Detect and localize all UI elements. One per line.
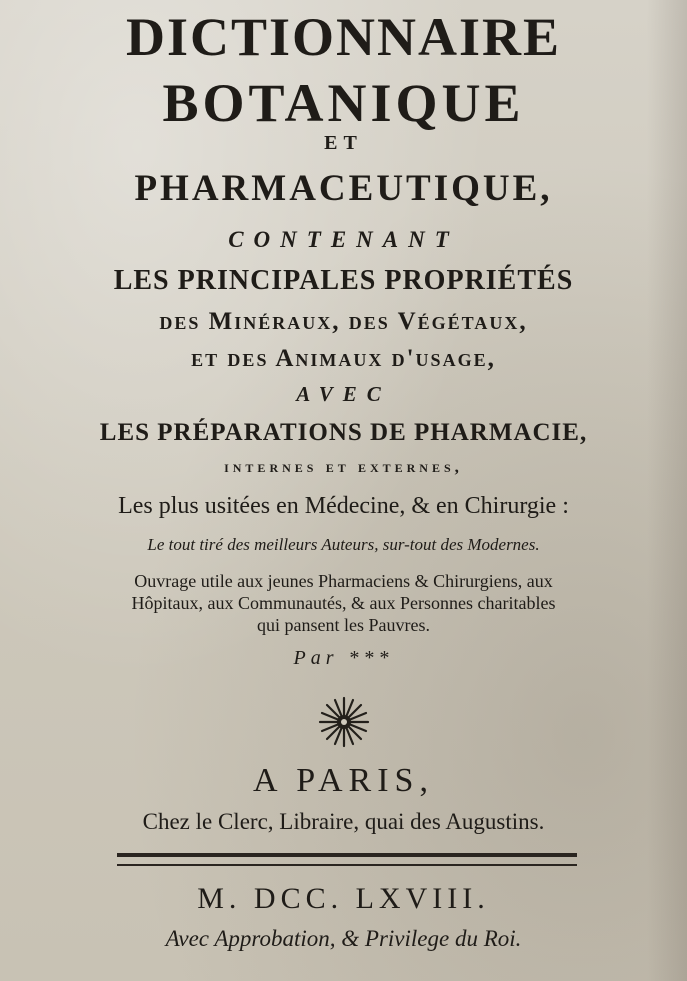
title-dictionnaire: DICTIONNAIRE	[125, 7, 562, 67]
author-par-line: Par ***	[293, 647, 394, 669]
publisher-line: Chez le Clerc, Libraire, quai des Augustins.	[142, 809, 545, 834]
sunburst-ornament-icon	[313, 694, 375, 750]
title-botanique: BOTANIQUE	[162, 73, 525, 133]
title-et: ET	[324, 132, 363, 154]
usitees-line: Les plus usitées en Médecine, & en Chirurgie :	[118, 493, 569, 519]
double-rule-thick	[117, 853, 577, 857]
tout-tire-line: Le tout tiré des meilleurs Auteurs, sur-tout des Modernes.	[147, 535, 540, 554]
animaux-usage-line: et des Animaux d'usage,	[191, 345, 496, 372]
ouvrage-line-1: Ouvrage utile aux jeunes Pharmaciens & Chirurgiens, aux	[134, 571, 553, 591]
preparations-pharmacie: LES PRÉPARATIONS DE PHARMACIE,	[99, 419, 588, 446]
ouvrage-line-2: Hôpitaux, aux Communautés, & aux Personnes charitables	[131, 593, 556, 613]
mineraux-vegetaux-line: des Minéraux, des Végétaux,	[159, 308, 528, 335]
principales-proprietes: LES PRINCIPALES PROPRIÉTÉS	[113, 265, 574, 296]
place-paris: A PARIS,	[253, 762, 434, 799]
title-pharmaceutique: PHARMACEUTIQUE,	[134, 168, 553, 209]
publication-year: M. DCC. LXVIII.	[197, 882, 490, 915]
avec-line: AVEC	[296, 382, 391, 406]
contenant-line: CONTENANT	[228, 227, 459, 252]
internes-externes-line: internes et externes,	[224, 457, 463, 476]
ouvrage-line-3: qui pansent les Pauvres.	[257, 615, 430, 635]
privilege-line: Avec Approbation, & Privilege du Roi.	[165, 926, 522, 951]
double-rule-thin	[117, 864, 577, 866]
